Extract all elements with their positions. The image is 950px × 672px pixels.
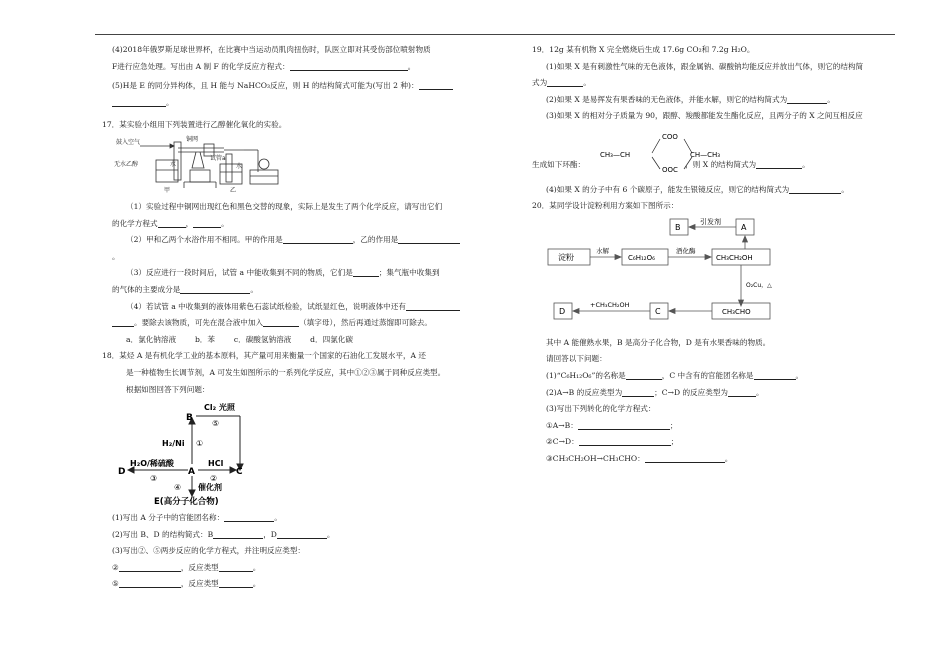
label-yi: 乙	[230, 186, 237, 194]
q16-4-line1: (4)2018年俄罗斯足球世界杯，在比赛中当运动员肌肉扭伤时，队医立即对其受伤部位喷射物质	[112, 45, 431, 54]
q16-4-line2: F进行应急处理。写出由 A 制 F 的化学反应方程式： 。	[112, 61, 416, 71]
option-a: a．氯化钠溶液	[126, 334, 177, 344]
option-b: b．苯	[194, 334, 215, 344]
flow-plus-ethanol: +CH₃CH₂OH	[590, 300, 630, 309]
step-1: ①	[196, 439, 204, 449]
step-5: ⑤	[212, 419, 220, 429]
q18-reaction-figure	[116, 398, 316, 506]
q17-4-line1: （4）若试管 a 中收集到的液体用紫色石蕊试纸检验，试纸显红色，说明液体中还有	[112, 299, 482, 316]
cond-catalyst: 催化剂	[198, 483, 222, 493]
q19-3-line1: (3)如果 X 的相对分子质量为 90，跟醇、羧酸都能发生酯化反应，且两分子的 X 之间互相反应	[546, 111, 863, 121]
flow-starch: 淀粉	[558, 252, 574, 262]
reaction-scheme	[116, 398, 316, 506]
flow-acetaldehyde: CH₃CHO	[722, 307, 751, 316]
cond-h2ni: H₂/Ni	[162, 439, 185, 449]
header-rule	[95, 34, 895, 35]
option-c: c．碳酸氢钠溶液	[233, 334, 292, 344]
cond-hcl: HCl	[208, 459, 224, 469]
flow-glucose: C₆H₁₂O₆	[628, 253, 655, 262]
step-3: ③	[150, 474, 158, 484]
q20-3-1: ①A→B： ；	[546, 420, 678, 430]
option-d: d．四氯化碳	[310, 334, 353, 344]
left-column	[102, 42, 482, 593]
q18-3: (3)写出②、⑤两步反应的化学方程式，并注明反应类型：	[112, 546, 306, 556]
q20-3: (3)写出下列转化的化学方程式：	[546, 404, 656, 414]
q18-line1: 18．某烃 A 是有机化学工业的基本原料，其产量可用来衡量一个国家的石油化工发展水平，A 还	[102, 351, 427, 361]
flow-node-c: C	[655, 306, 661, 316]
node-e: E(高分子化合物)	[154, 497, 219, 507]
flow-hydrolysis: 水解	[596, 246, 609, 255]
label-jia: 甲	[164, 186, 171, 194]
flow-initiator: 引发剂	[700, 217, 721, 226]
q17-4-line2: 。要除去该物质，可先在混合液中加入 （填字母），然后再通过蒸馏即可除去。	[112, 315, 482, 332]
q17-options	[112, 332, 482, 349]
flow-node-d: D	[559, 306, 566, 316]
ring-coo: COO	[662, 132, 678, 141]
flow-ethanol: CH₃CH₂OH	[716, 253, 753, 262]
q20-flow-figure	[542, 215, 822, 331]
q20-2: (2)A→B 的反应类型为 ；C→D 的反应类型为 。	[546, 387, 764, 397]
label-ethanol: 无水乙醇	[114, 160, 139, 168]
q17-1-line1: （1）实验过程中铜网出现红色和黑色交替的现象，实际上是发生了两个化学反应，请写出它们	[126, 201, 443, 211]
starch-flow-diagram	[542, 215, 822, 331]
q18-3-5: ⑤ ，反应类型 。	[112, 579, 261, 589]
q17-title: 17．某实验小组用下列装置进行乙醇催化氧化的实验。	[102, 120, 287, 130]
q16-5-line2: 。	[112, 95, 482, 112]
flow-condition: O₂Cu，△	[746, 281, 772, 289]
step-4: ④	[174, 483, 182, 493]
flow-zymase: 酒化酶	[676, 246, 696, 255]
q20-desc: 其中 A 能催熟水果，B 是高分子化合物，D 是有水果香味的物质。	[546, 337, 771, 347]
label-copper: 铜网	[186, 135, 199, 143]
q17-1-line2: 的化学方程式 ， 。	[112, 218, 229, 228]
ring-ester-diagram	[586, 125, 786, 175]
q19-2: (2)如果 X 是易挥发有果香味的无色液体，并能水解，则它的结构简式为 。	[546, 94, 835, 104]
q20-ask: 请回答以下问题：	[546, 354, 607, 364]
flow-node-a: A	[741, 222, 747, 232]
q19-4: (4)如果 X 的分子中有 6 个碳原子，能发生银镜反应，则它的结构简式为 。	[546, 184, 849, 194]
right-column	[532, 42, 900, 468]
q18-line2: 是一种植物生长调节剂，A 可发生如图所示的一系列化学反应，其中①②③属于同种反应类型。	[126, 367, 446, 377]
node-d: D	[118, 467, 126, 478]
q18-3-2: ② ，反应类型 。	[112, 562, 261, 572]
q20-3-2: ②C→D： ；	[546, 437, 679, 447]
q17-3-line1: （3）反应进行一段时间后，试管 a 中能收集到不同的物质，它们是 ；集气瓶中收集到	[126, 268, 440, 278]
q20-title: 20．某同学设计淀粉利用方案如下图所示：	[532, 201, 679, 211]
ring-right: CH—CH₃	[690, 150, 721, 159]
node-c: C	[236, 467, 243, 478]
q20-1: (1)“C₆H₁₂O₆”的名称是 ，C 中含有的官能团名称是 。	[546, 370, 804, 380]
q17-2-line1: （2）甲和乙两个水浴作用不相同。甲的作用是 ，乙的作用是	[112, 232, 482, 249]
q17-3-line2: 的气体的主要成分是 。	[112, 284, 258, 294]
cond-h2o: H₂O/稀硫酸	[130, 459, 174, 469]
label-air: 鼓入空气	[116, 138, 141, 146]
q18-line3: 根据如图回答下列问题：	[126, 384, 210, 394]
ring-left: CH₃—CH	[600, 150, 631, 159]
node-a: A	[188, 467, 195, 478]
q19-ring-ester	[586, 125, 786, 175]
label-water-2: 水	[236, 162, 243, 170]
q19-1-line2: 式为 。	[532, 78, 591, 88]
q19-1-line1: (1)如果 X 是有刺激性气味的无色液体，跟金属钠、碳酸钠均能反应并放出气体，则它的结构简	[546, 61, 864, 71]
node-b: B	[186, 413, 193, 424]
q17-2-line2: 。	[112, 251, 120, 261]
q19-title: 19．12g 某有机物 X 完全燃烧后生成 17.6g CO₂和 7.2g H₂O。	[532, 45, 755, 54]
q19-3-line2: 生成如下环酯： ，则 X 的结构简式为 。	[532, 159, 810, 169]
cond-cl2: Cl₂ 光照	[204, 403, 235, 413]
q17-apparatus-figure	[112, 134, 312, 196]
ring-ooc: OOC	[662, 165, 678, 174]
flow-node-b: B	[675, 222, 681, 232]
label-water-1: 水	[170, 160, 177, 168]
q20-3-3: ③CH₃CH₂OH→CH₃CHO： 。	[546, 453, 733, 463]
q18-2: (2)写出 B、D 的结构简式：B ，D 。	[112, 529, 335, 539]
step-2: ②	[210, 474, 218, 484]
apparatus-diagram	[112, 134, 312, 196]
q18-1: (1)写出 A 分子中的官能团名称： 。	[112, 513, 282, 523]
label-tube-a: 试管a	[210, 154, 226, 162]
q16-5-line1: (5)H是 E 的同分异构体，且 H 能与 NaHCO₃反应，则 H 的结构简式可能为(写出 2 种)：	[112, 78, 482, 95]
